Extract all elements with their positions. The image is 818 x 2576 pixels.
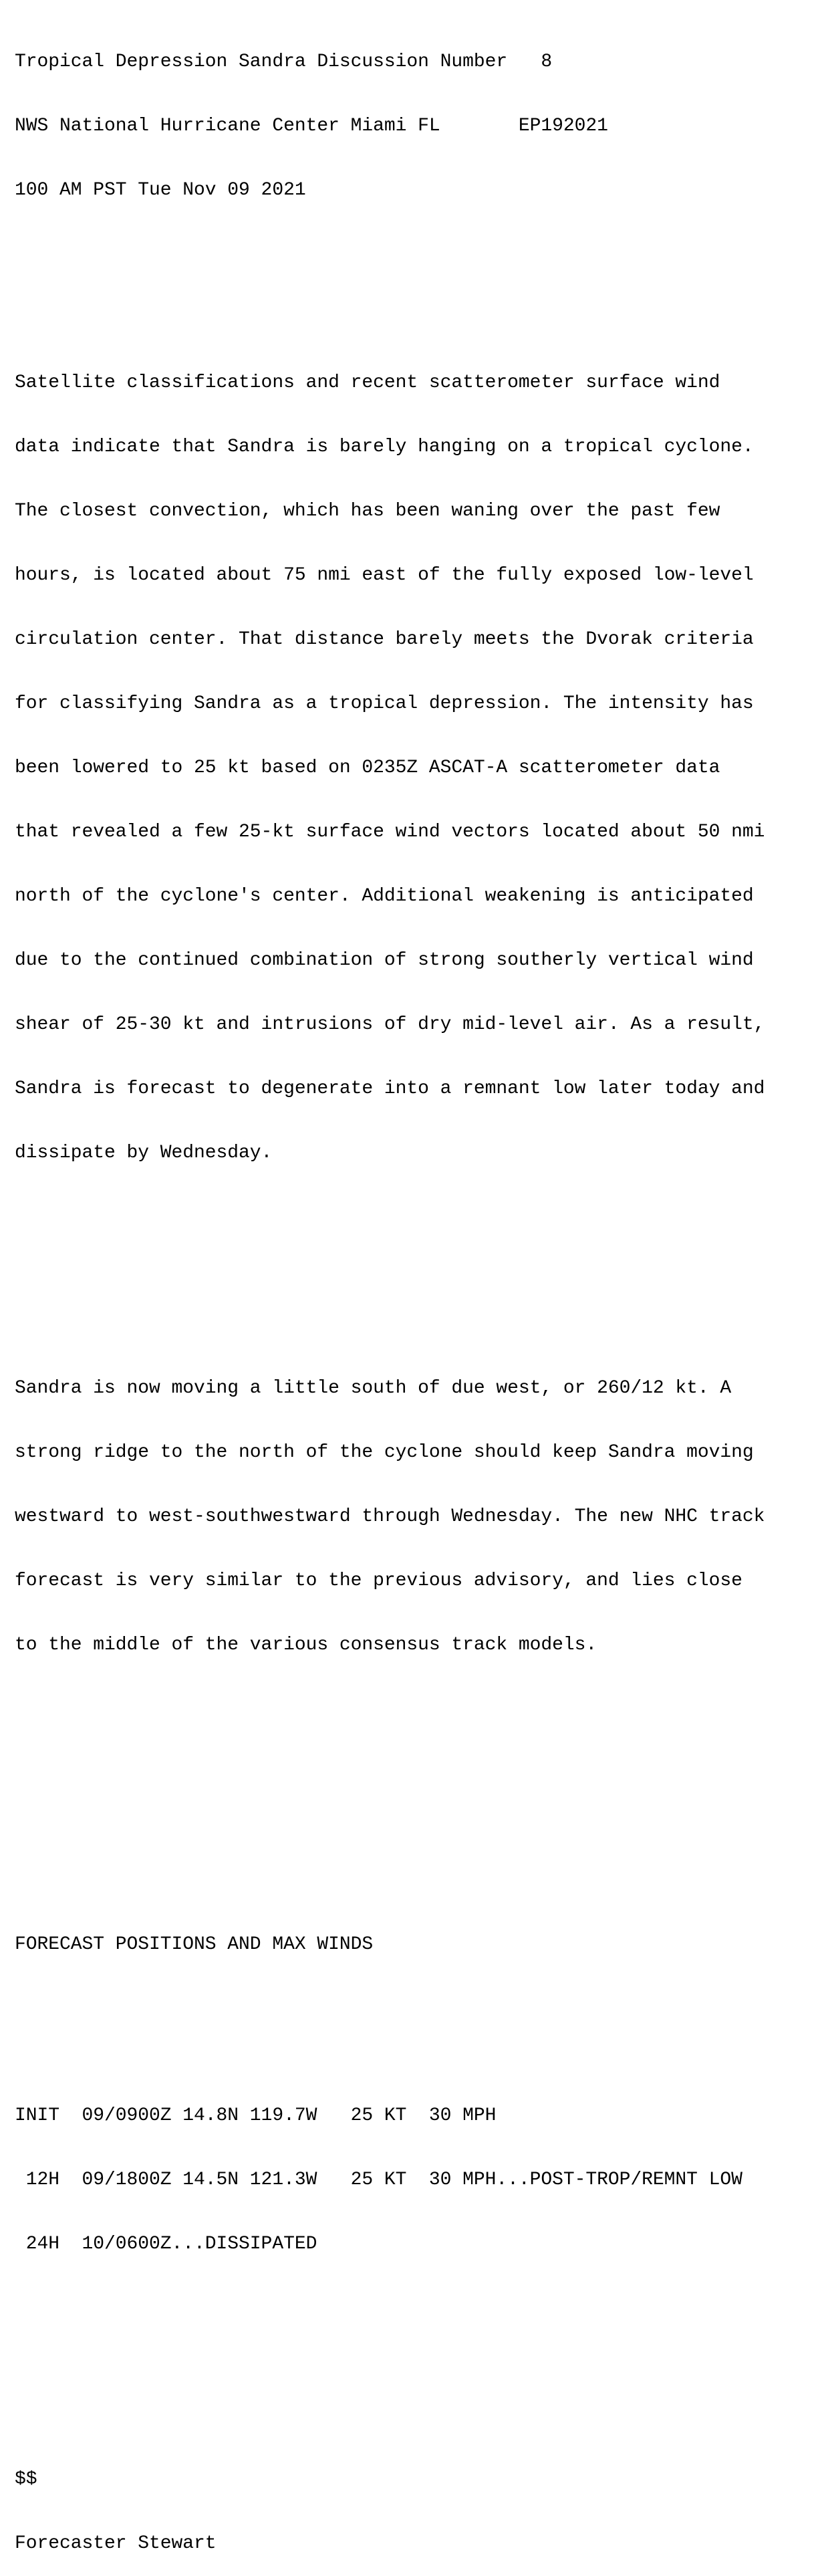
paragraph-line: Satellite classifications and recent scatterometer surface wind	[15, 372, 720, 393]
forecast-row: INIT 09/0900Z 14.8N 119.7W 25 KT 30 MPH	[15, 2105, 497, 2126]
paragraph-line: been lowered to 25 kt based on 0235Z ASCAT-A scatterometer data	[15, 757, 720, 778]
forecast-table	[15, 2063, 765, 2298]
forecast-row: 24H 10/0600Z...DISSIPATED	[15, 2234, 317, 2254]
blank-line	[15, 1998, 765, 2020]
paragraph-line: north of the cyclone's center. Additional weakening is anticipated	[15, 886, 754, 907]
paragraph-line: for classifying Sandra as a tropical depression. The intensity has	[15, 693, 754, 714]
blank-line	[15, 2383, 765, 2405]
paragraph-line: The closest convection, which has been waning over the past few	[15, 501, 720, 521]
paragraph-line: hours, is located about 75 nmi east of the fully exposed low-level	[15, 565, 754, 586]
paragraph-line: forecast is very similar to the previous advisory, and lies close	[15, 1570, 742, 1591]
paragraph-line: Sandra is now moving a little south of due west, or 260/12 kt. A	[15, 1378, 732, 1399]
discussion-document	[15, 9, 765, 2576]
paragraph-line: data indicate that Sandra is barely hanging on a tropical cyclone.	[15, 437, 754, 457]
blank-line	[15, 1742, 765, 1763]
product-terminator: $$	[15, 2469, 37, 2490]
forecaster-signature: Forecaster Stewart	[15, 2533, 217, 2554]
paragraph-line: that revealed a few 25-kt surface wind vectors located about 50 nmi	[15, 822, 765, 842]
issue-time: 100 AM PST Tue Nov 09 2021	[15, 180, 306, 201]
paragraph-line: Sandra is forecast to degenerate into a remnant low later today and	[15, 1078, 765, 1099]
issuing-office: NWS National Hurricane Center Miami FL EP192021	[15, 116, 608, 136]
discussion-paragraph-intensity	[15, 330, 765, 1207]
paragraph-line: strong ridge to the north of the cyclone should keep Sandra moving	[15, 1442, 754, 1463]
blank-line	[15, 1250, 765, 1271]
discussion-paragraph-track	[15, 1335, 765, 1699]
discussion-title: Tropical Depression Sandra Discussion Number 8	[15, 51, 553, 72]
paragraph-line: to the middle of the various consensus track models.	[15, 1635, 597, 1655]
forecast-row: 12H 09/1800Z 14.5N 121.3W 25 KT 30 MPH...POST-TROP/REMNT LOW	[15, 2170, 742, 2190]
paragraph-line: dissipate by Wednesday.	[15, 1143, 273, 1163]
paragraph-line: circulation center. That distance barely meets the Dvorak criteria	[15, 629, 754, 650]
blank-line	[15, 244, 765, 265]
blank-line	[15, 1806, 765, 1827]
paragraph-line: due to the continued combination of strong southerly vertical wind	[15, 950, 754, 971]
forecast-section	[15, 1891, 765, 2341]
paragraph-line: westward to west-southwestward through Wednesday. The new NHC track	[15, 1506, 765, 1527]
forecast-heading: FORECAST POSITIONS AND MAX WINDS	[15, 1934, 374, 1955]
paragraph-line: shear of 25-30 kt and intrusions of dry mid-level air. As a result,	[15, 1014, 765, 1035]
